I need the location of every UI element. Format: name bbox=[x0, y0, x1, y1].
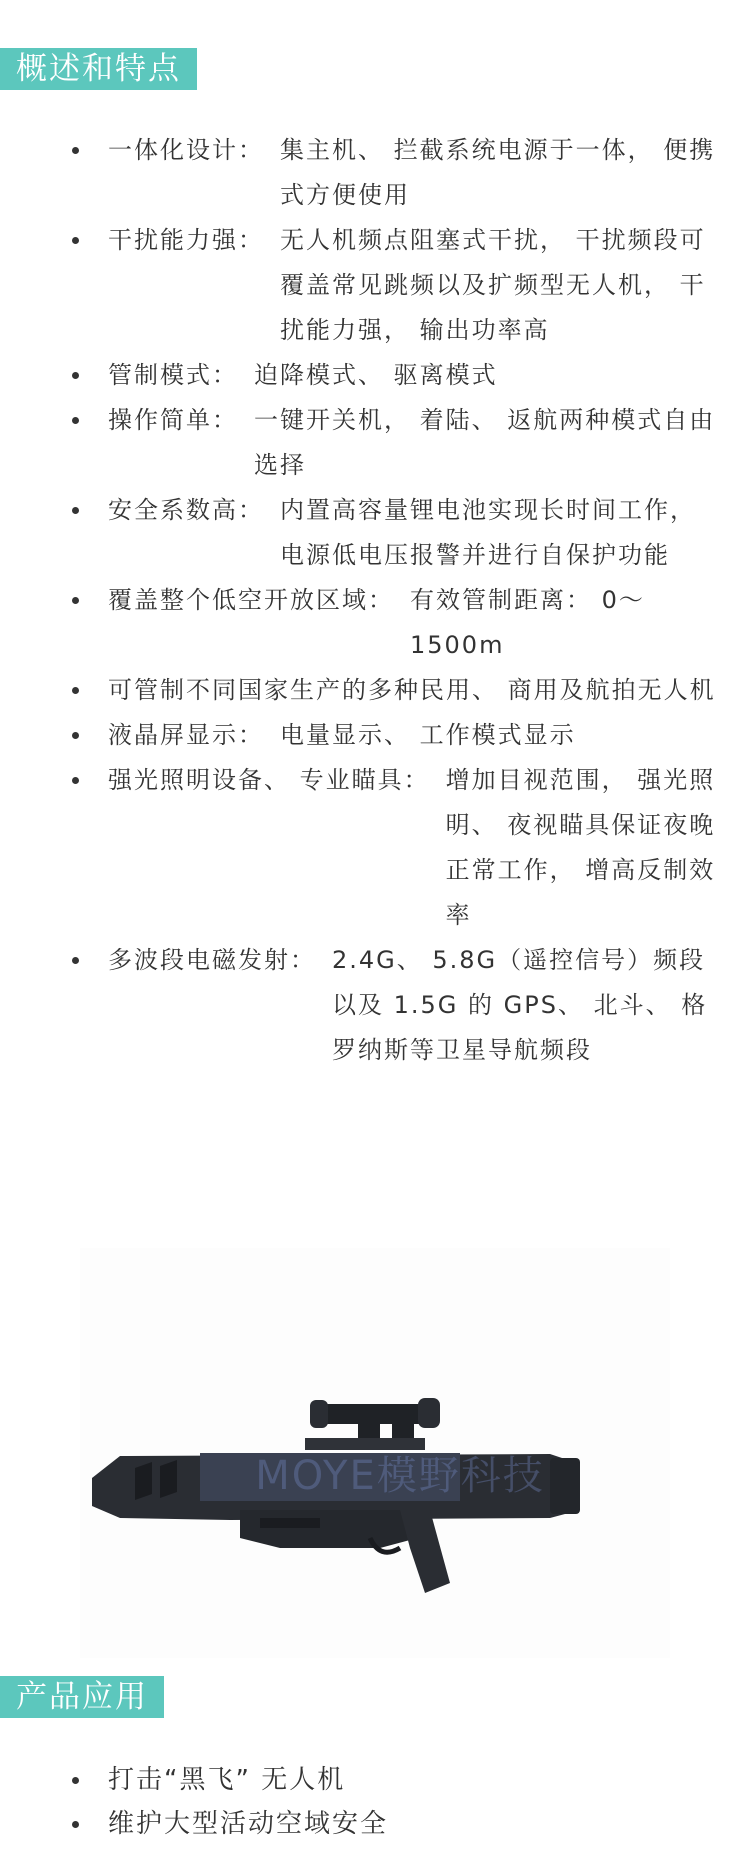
feature-item-coverage bbox=[0, 578, 750, 668]
bullet-icon bbox=[72, 507, 79, 514]
bullet-icon bbox=[72, 1777, 79, 1784]
application-item bbox=[0, 1804, 750, 1844]
feature-label: 多波段电磁发射： bbox=[108, 946, 316, 974]
feature-item-multiband-emission bbox=[0, 938, 750, 1073]
feature-label: 液晶屏显示： bbox=[108, 721, 264, 749]
feature-label: 覆盖整个低空开放区域： bbox=[108, 586, 394, 614]
feature-desc: 一键开关机， 着陆、 返航两种模式自由选择 bbox=[254, 406, 716, 479]
feature-desc: 2.4G、 5.8G（遥控信号）频段以及 1.5G 的 GPS、 北斗、 格罗纳斯等卫星导航频段 bbox=[332, 946, 708, 1064]
feature-item-lcd-display bbox=[0, 713, 750, 758]
feature-label: 管制模式： bbox=[108, 361, 238, 389]
application-item bbox=[0, 1760, 750, 1800]
bullet-icon bbox=[72, 777, 79, 784]
application-section-title: 产品应用 bbox=[0, 1676, 164, 1718]
feature-desc: 可管制不同国家生产的多种民用、 商用及航拍无人机 bbox=[108, 676, 716, 704]
bullet-icon bbox=[72, 732, 79, 739]
application-text: 维护大型活动空域安全 bbox=[108, 1809, 389, 1839]
bullet-icon bbox=[72, 1821, 79, 1828]
bullet-icon bbox=[72, 147, 79, 154]
feature-desc: 迫降模式、 驱离模式 bbox=[254, 361, 498, 389]
feature-item-integrated-design bbox=[0, 128, 750, 218]
feature-desc: 内置高容量锂电池实现长时间工作， 电源低电压报警并进行自保护功能 bbox=[280, 496, 696, 569]
product-image bbox=[80, 1248, 670, 1658]
feature-item-simple-operation bbox=[0, 398, 750, 488]
feature-label: 一体化设计： bbox=[108, 136, 264, 164]
feature-desc: 有效管制距离： 0～1500m bbox=[410, 586, 645, 659]
feature-item-multi-drone-control bbox=[0, 668, 750, 713]
feature-desc: 增加目视范围， 强光照明、 夜视瞄具保证夜晚正常工作， 增高反制效率 bbox=[445, 766, 716, 929]
feature-desc: 集主机、 拦截系统电源于一体， 便携式方便使用 bbox=[280, 136, 716, 209]
feature-label: 操作简单： bbox=[108, 406, 238, 434]
watermark-text: MOYE模野科技 bbox=[255, 1453, 545, 1499]
feature-desc: 无人机频点阻塞式干扰， 干扰频段可覆盖常见跳频以及扩频型无人机， 干扰能力强， 输出功率高 bbox=[280, 226, 706, 344]
feature-item-high-safety bbox=[0, 488, 750, 578]
feature-item-control-mode bbox=[0, 353, 750, 398]
bullet-icon bbox=[72, 417, 79, 424]
feature-label: 安全系数高： bbox=[108, 496, 264, 524]
feature-list bbox=[0, 128, 750, 1073]
feature-label: 强光照明设备、 专业瞄具： bbox=[108, 766, 430, 794]
bullet-icon bbox=[72, 597, 79, 604]
bullet-icon bbox=[72, 372, 79, 379]
feature-item-jamming-capability bbox=[0, 218, 750, 353]
bullet-icon bbox=[72, 957, 79, 964]
bullet-icon bbox=[72, 237, 79, 244]
feature-item-lighting-sight bbox=[0, 758, 750, 938]
bullet-icon bbox=[72, 687, 79, 694]
application-text: 打击“黑飞” 无人机 bbox=[108, 1765, 346, 1795]
overview-section-title: 概述和特点 bbox=[0, 48, 197, 90]
feature-desc: 电量显示、 工作模式显示 bbox=[280, 721, 576, 749]
feature-label: 干扰能力强： bbox=[108, 226, 264, 254]
